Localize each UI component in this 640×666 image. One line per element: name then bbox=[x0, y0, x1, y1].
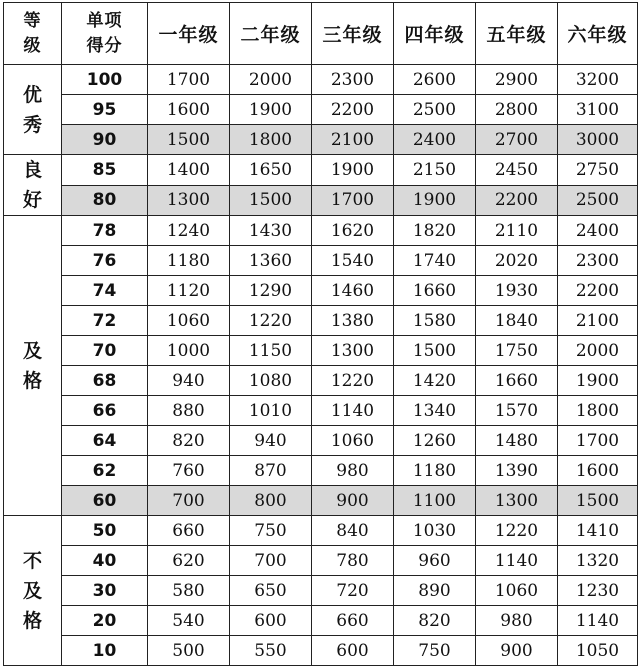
table-row bbox=[4, 185, 638, 216]
value-cell: 2200 bbox=[476, 185, 558, 216]
score-cell: 100 bbox=[62, 65, 148, 95]
value-cell: 1180 bbox=[394, 456, 476, 486]
value-cell: 1500 bbox=[394, 336, 476, 366]
value-cell: 1390 bbox=[476, 456, 558, 486]
value-cell: 2100 bbox=[558, 306, 638, 336]
value-cell: 2300 bbox=[558, 246, 638, 276]
value-cell: 1540 bbox=[312, 246, 394, 276]
value-cell: 1260 bbox=[394, 426, 476, 456]
value-cell: 1140 bbox=[312, 396, 394, 426]
value-cell: 580 bbox=[148, 576, 230, 606]
header-row bbox=[4, 3, 638, 65]
score-cell: 80 bbox=[62, 185, 148, 216]
value-cell: 840 bbox=[312, 516, 394, 546]
value-cell: 2110 bbox=[476, 216, 558, 246]
value-cell: 900 bbox=[476, 636, 558, 666]
value-cell: 700 bbox=[148, 486, 230, 516]
value-cell: 940 bbox=[230, 426, 312, 456]
value-cell: 2020 bbox=[476, 246, 558, 276]
value-cell: 880 bbox=[148, 396, 230, 426]
table-row bbox=[4, 95, 638, 125]
value-cell: 750 bbox=[230, 516, 312, 546]
value-cell: 1010 bbox=[230, 396, 312, 426]
score-cell: 60 bbox=[62, 486, 148, 516]
value-cell: 1700 bbox=[148, 65, 230, 95]
value-cell: 1030 bbox=[394, 516, 476, 546]
value-cell: 1900 bbox=[394, 185, 476, 216]
value-cell: 550 bbox=[230, 636, 312, 666]
header-grade-4: 四年级 bbox=[394, 3, 476, 65]
value-cell: 1400 bbox=[148, 155, 230, 186]
value-cell: 2400 bbox=[558, 216, 638, 246]
value-cell: 660 bbox=[148, 516, 230, 546]
value-cell: 890 bbox=[394, 576, 476, 606]
value-cell: 1750 bbox=[476, 336, 558, 366]
value-cell: 2150 bbox=[394, 155, 476, 186]
value-cell: 1700 bbox=[558, 426, 638, 456]
score-cell: 20 bbox=[62, 606, 148, 636]
value-cell: 1650 bbox=[230, 155, 312, 186]
value-cell: 620 bbox=[148, 546, 230, 576]
table-row bbox=[4, 546, 638, 576]
score-cell: 95 bbox=[62, 95, 148, 125]
value-cell: 1220 bbox=[312, 366, 394, 396]
score-cell: 76 bbox=[62, 246, 148, 276]
value-cell: 1660 bbox=[394, 276, 476, 306]
value-cell: 2300 bbox=[312, 65, 394, 95]
value-cell: 2800 bbox=[476, 95, 558, 125]
table-row bbox=[4, 426, 638, 456]
value-cell: 1060 bbox=[476, 576, 558, 606]
table-row bbox=[4, 576, 638, 606]
value-cell: 2000 bbox=[230, 65, 312, 95]
value-cell: 1620 bbox=[312, 216, 394, 246]
score-cell: 74 bbox=[62, 276, 148, 306]
value-cell: 1100 bbox=[394, 486, 476, 516]
header-grade-5: 五年级 bbox=[476, 3, 558, 65]
value-cell: 2500 bbox=[394, 95, 476, 125]
table-row bbox=[4, 65, 638, 95]
value-cell: 650 bbox=[230, 576, 312, 606]
value-cell: 1360 bbox=[230, 246, 312, 276]
value-cell: 870 bbox=[230, 456, 312, 486]
value-cell: 1240 bbox=[148, 216, 230, 246]
value-cell: 2450 bbox=[476, 155, 558, 186]
score-cell: 64 bbox=[62, 426, 148, 456]
value-cell: 1420 bbox=[394, 366, 476, 396]
value-cell: 1300 bbox=[476, 486, 558, 516]
value-cell: 1700 bbox=[312, 185, 394, 216]
value-cell: 1580 bbox=[394, 306, 476, 336]
table-row bbox=[4, 276, 638, 306]
score-cell: 70 bbox=[62, 336, 148, 366]
value-cell: 820 bbox=[394, 606, 476, 636]
value-cell: 780 bbox=[312, 546, 394, 576]
value-cell: 1500 bbox=[558, 486, 638, 516]
score-cell: 78 bbox=[62, 216, 148, 246]
value-cell: 1320 bbox=[558, 546, 638, 576]
value-cell: 1900 bbox=[558, 366, 638, 396]
table-row bbox=[4, 636, 638, 666]
value-cell: 1820 bbox=[394, 216, 476, 246]
grade-level-cell: 不 及 格 bbox=[4, 516, 62, 666]
grade-level-cell: 良 好 bbox=[4, 155, 62, 216]
value-cell: 2100 bbox=[312, 125, 394, 155]
score-cell: 40 bbox=[62, 546, 148, 576]
table-row bbox=[4, 396, 638, 426]
value-cell: 600 bbox=[312, 636, 394, 666]
value-cell: 1570 bbox=[476, 396, 558, 426]
value-cell: 2500 bbox=[558, 185, 638, 216]
value-cell: 2900 bbox=[476, 65, 558, 95]
value-cell: 1500 bbox=[148, 125, 230, 155]
value-cell: 1220 bbox=[230, 306, 312, 336]
value-cell: 1290 bbox=[230, 276, 312, 306]
value-cell: 940 bbox=[148, 366, 230, 396]
value-cell: 1050 bbox=[558, 636, 638, 666]
value-cell: 900 bbox=[312, 486, 394, 516]
value-cell: 2600 bbox=[394, 65, 476, 95]
value-cell: 2000 bbox=[558, 336, 638, 366]
value-cell: 1080 bbox=[230, 366, 312, 396]
value-cell: 540 bbox=[148, 606, 230, 636]
grade-level-cell: 优 秀 bbox=[4, 65, 62, 155]
value-cell: 2700 bbox=[476, 125, 558, 155]
value-cell: 1930 bbox=[476, 276, 558, 306]
score-cell: 72 bbox=[62, 306, 148, 336]
table-row bbox=[4, 486, 638, 516]
value-cell: 1600 bbox=[148, 95, 230, 125]
value-cell: 1900 bbox=[312, 155, 394, 186]
header-grade-2: 二年级 bbox=[230, 3, 312, 65]
value-cell: 1120 bbox=[148, 276, 230, 306]
grade-level-cell: 及 格 bbox=[4, 216, 62, 516]
value-cell: 500 bbox=[148, 636, 230, 666]
value-cell: 1300 bbox=[148, 185, 230, 216]
header-score: 单项 得分 bbox=[62, 3, 148, 65]
table-row bbox=[4, 456, 638, 486]
score-cell: 10 bbox=[62, 636, 148, 666]
value-cell: 1140 bbox=[476, 546, 558, 576]
score-cell: 90 bbox=[62, 125, 148, 155]
value-cell: 1460 bbox=[312, 276, 394, 306]
score-cell: 62 bbox=[62, 456, 148, 486]
value-cell: 1340 bbox=[394, 396, 476, 426]
table-row bbox=[4, 606, 638, 636]
value-cell: 1410 bbox=[558, 516, 638, 546]
value-cell: 3100 bbox=[558, 95, 638, 125]
value-cell: 660 bbox=[312, 606, 394, 636]
value-cell: 1660 bbox=[476, 366, 558, 396]
value-cell: 1500 bbox=[230, 185, 312, 216]
table-row bbox=[4, 336, 638, 366]
value-cell: 1140 bbox=[558, 606, 638, 636]
value-cell: 700 bbox=[230, 546, 312, 576]
table-row bbox=[4, 155, 638, 186]
value-cell: 1220 bbox=[476, 516, 558, 546]
value-cell: 980 bbox=[312, 456, 394, 486]
value-cell: 800 bbox=[230, 486, 312, 516]
value-cell: 1840 bbox=[476, 306, 558, 336]
value-cell: 760 bbox=[148, 456, 230, 486]
value-cell: 1800 bbox=[558, 396, 638, 426]
value-cell: 750 bbox=[394, 636, 476, 666]
value-cell: 960 bbox=[394, 546, 476, 576]
value-cell: 1480 bbox=[476, 426, 558, 456]
value-cell: 980 bbox=[476, 606, 558, 636]
value-cell: 3200 bbox=[558, 65, 638, 95]
score-cell: 30 bbox=[62, 576, 148, 606]
table-row bbox=[4, 125, 638, 155]
value-cell: 1300 bbox=[312, 336, 394, 366]
table-row bbox=[4, 306, 638, 336]
value-cell: 3000 bbox=[558, 125, 638, 155]
value-cell: 1180 bbox=[148, 246, 230, 276]
value-cell: 1150 bbox=[230, 336, 312, 366]
header-grade-1: 一年级 bbox=[148, 3, 230, 65]
score-cell: 68 bbox=[62, 366, 148, 396]
value-cell: 1600 bbox=[558, 456, 638, 486]
value-cell: 2200 bbox=[312, 95, 394, 125]
value-cell: 600 bbox=[230, 606, 312, 636]
score-cell: 66 bbox=[62, 396, 148, 426]
value-cell: 1900 bbox=[230, 95, 312, 125]
value-cell: 1230 bbox=[558, 576, 638, 606]
value-cell: 2750 bbox=[558, 155, 638, 186]
header-grade-6: 六年级 bbox=[558, 3, 638, 65]
value-cell: 1060 bbox=[312, 426, 394, 456]
score-cell: 85 bbox=[62, 155, 148, 186]
header-grade-3: 三年级 bbox=[312, 3, 394, 65]
value-cell: 1000 bbox=[148, 336, 230, 366]
table-row bbox=[4, 216, 638, 246]
value-cell: 2400 bbox=[394, 125, 476, 155]
header-level: 等 级 bbox=[4, 3, 62, 65]
value-cell: 1060 bbox=[148, 306, 230, 336]
table-row bbox=[4, 366, 638, 396]
score-cell: 50 bbox=[62, 516, 148, 546]
table-body bbox=[4, 65, 638, 666]
table-row bbox=[4, 516, 638, 546]
value-cell: 820 bbox=[148, 426, 230, 456]
table-row bbox=[4, 246, 638, 276]
score-table bbox=[3, 2, 638, 666]
value-cell: 720 bbox=[312, 576, 394, 606]
value-cell: 2200 bbox=[558, 276, 638, 306]
value-cell: 1740 bbox=[394, 246, 476, 276]
value-cell: 1430 bbox=[230, 216, 312, 246]
value-cell: 1800 bbox=[230, 125, 312, 155]
value-cell: 1380 bbox=[312, 306, 394, 336]
table-header bbox=[4, 3, 638, 65]
